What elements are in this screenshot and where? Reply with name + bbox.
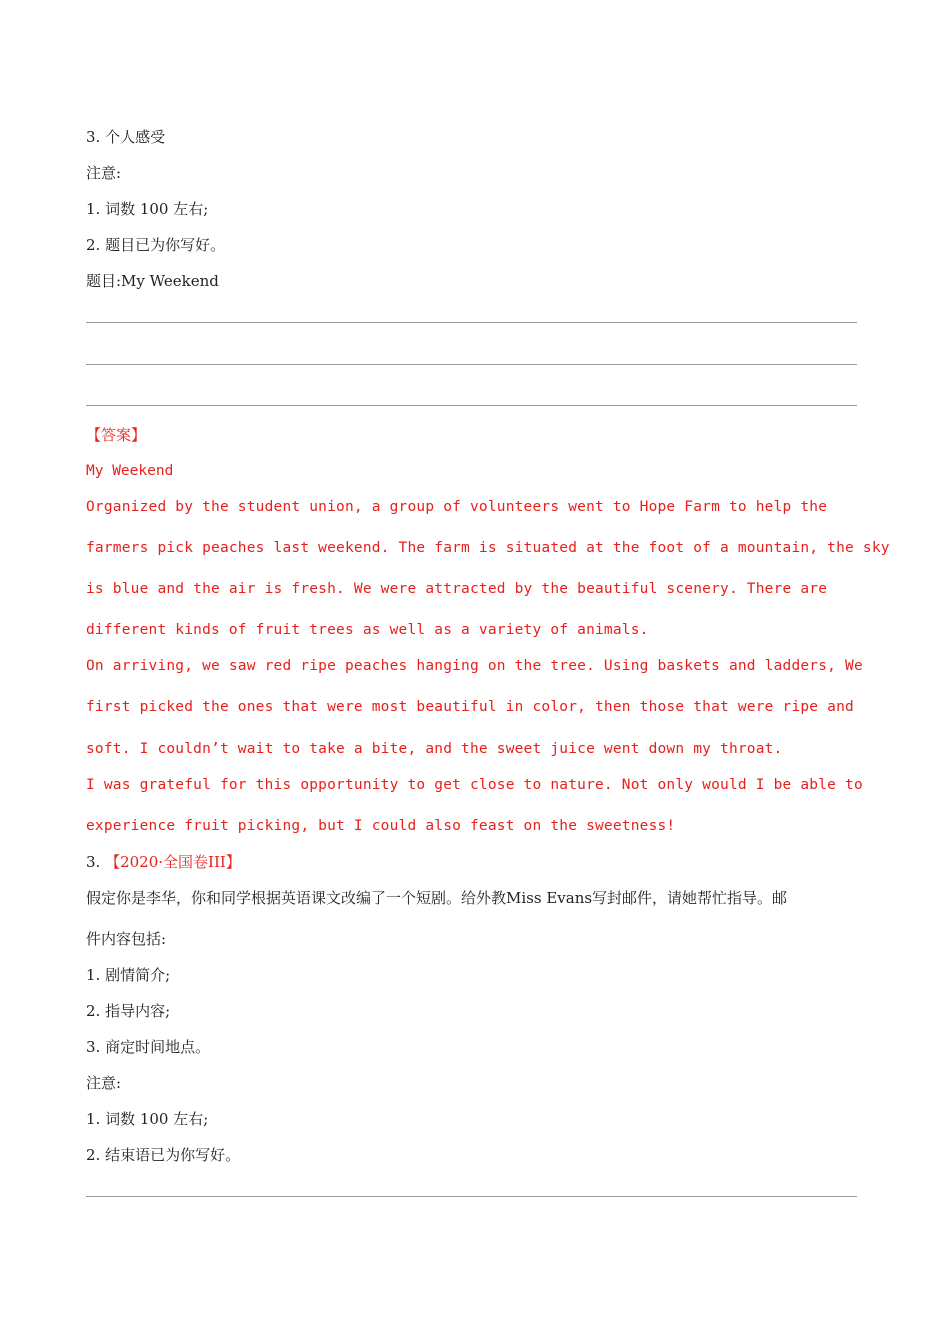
answer-title: My Weekend	[86, 463, 174, 479]
answer-p2-line: On arriving, we saw red ripe peaches hanging on the tree. Using baskets and ladders, We	[86, 658, 863, 674]
requirement-item-3: 3. 个人感受	[86, 128, 166, 146]
essay-title-prompt: 题目:My Weekend	[86, 272, 219, 290]
answer-p1-line: different kinds of fruit trees as well as a variety of animals.	[86, 622, 649, 638]
answer-p1-line: farmers pick peaches last weekend. The farm is situated at the foot of a mountain, the sky	[86, 540, 890, 556]
question-prompt-line: 件内容包括:	[86, 930, 167, 948]
answer-p3-line: I was grateful for this opportunity to get close to nature. Not only would I be able to	[86, 777, 863, 793]
answer-tag: 【答案】	[86, 426, 147, 444]
answer-p2-line: first picked the ones that were most beautiful in color, then those that were ripe and	[86, 699, 854, 715]
note-closing-given: 2. 结束语已为你写好。	[86, 1146, 241, 1164]
writing-line-3	[86, 405, 857, 406]
notes-label: 注意:	[86, 1074, 122, 1092]
note-title-given: 2. 题目已为你写好。	[86, 236, 226, 254]
content-item-3: 3. 商定时间地点。	[86, 1038, 211, 1056]
question-number: 3.	[86, 853, 106, 871]
content-item-2: 2. 指导内容;	[86, 1002, 171, 1020]
content-item-1: 1. 剧情简介;	[86, 966, 171, 984]
answer-p1-line: Organized by the student union, a group of volunteers went to Hope Farm to help the	[86, 499, 828, 515]
question-prompt-line: 假定你是李华，你和同学根据英语课文改编了一个短剧。给外教Miss Evans写封邮件，请她帮忙指导。邮	[86, 889, 788, 907]
answer-p1-line: is blue and the air is fresh. We were attracted by the beautiful scenery. There are	[86, 581, 828, 597]
note-word-count: 1. 词数 100 左右;	[86, 200, 209, 218]
question-source: 【2020·全国卷III】	[105, 853, 241, 871]
answer-p2-line: soft. I couldn’t wait to take a bite, and the sweet juice went down my throat.	[86, 741, 783, 757]
writing-line-2	[86, 364, 857, 365]
notes-label: 注意:	[86, 164, 122, 182]
answer-p3-line: experience fruit picking, but I could also feast on the sweetness!	[86, 818, 676, 834]
question-3-header	[86, 852, 241, 872]
note-word-count: 1. 词数 100 左右;	[86, 1110, 209, 1128]
writing-line-1	[86, 322, 857, 323]
writing-line-1	[86, 1196, 857, 1197]
